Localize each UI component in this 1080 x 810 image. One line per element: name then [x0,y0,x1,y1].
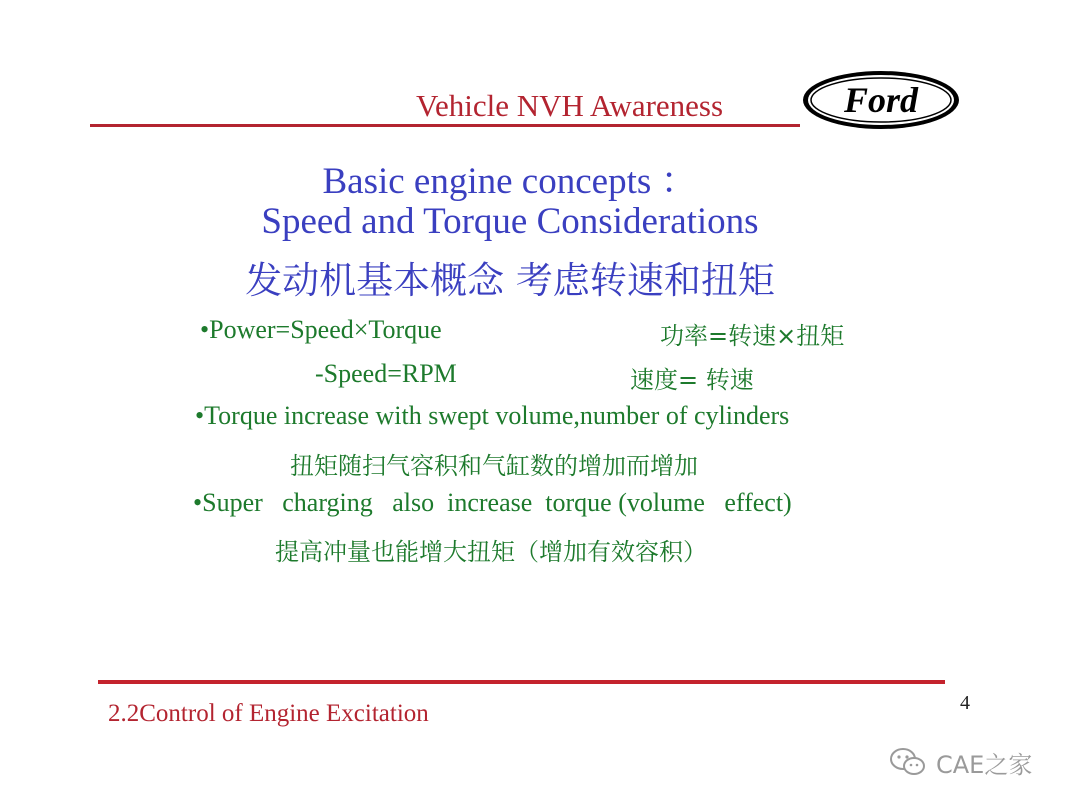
bullet-supercharging-cn: 提高冲量也能增大扭矩（增加有效容积） [275,538,707,566]
bullet-power-en: •Power=Speed×Torque [200,315,442,344]
ford-logo-text: Ford [843,80,919,120]
watermark [888,742,1058,782]
bullet-speed-cn: 速度= 转速 [630,366,754,394]
footer-section-title: 2.2Control of Engine Excitation [108,700,429,727]
header-divider [90,124,800,127]
bullet-speed-en: -Speed=RPM [315,359,457,388]
slide-title-line3: 发动机基本概念 考虑转速和扭矩 [245,259,775,302]
watermark-text: CAE之家 [936,750,1033,779]
slide-title-line2: Speed and Torque Considerations [261,201,759,242]
bullet-power-cn: 功率=转速×扭矩 [660,322,845,350]
slide-title-line1: Basic engine concepts ： [322,161,698,202]
wechat-icon [888,747,928,777]
bullet-torque-cn: 扭矩随扫气容积和气缸数的增加而增加 [290,452,698,480]
footer-divider [98,680,945,684]
bullet-torque-en: •Torque increase with swept volume,number of cylinders [195,401,790,430]
page-number: 4 [960,692,970,714]
ford-logo [800,68,962,132]
header-title: Vehicle NVH Awareness [416,88,724,123]
bullet-supercharging-en: •Super charging also increase torque (volume effect) [193,488,792,517]
